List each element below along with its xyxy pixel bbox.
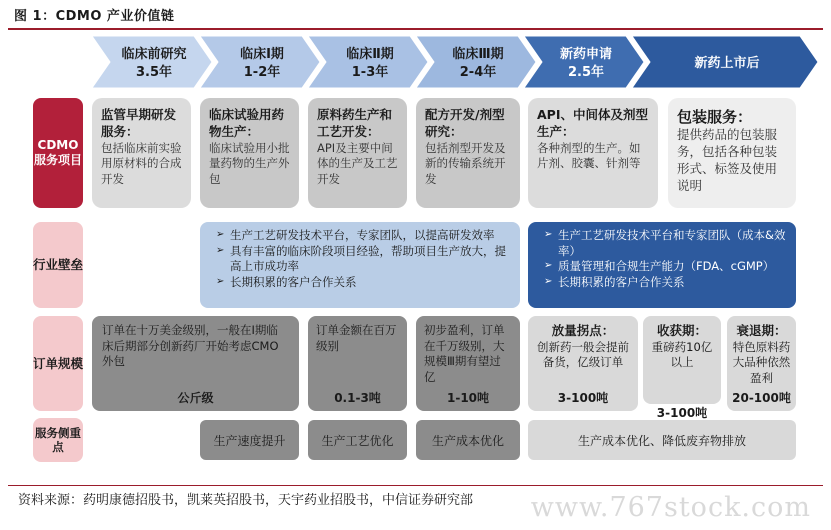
row-label-orders: 订单规模 (33, 316, 83, 411)
order-heading: 衰退期： (736, 323, 787, 338)
service-card-preclinical (92, 98, 191, 208)
stage-name: 临床Ⅱ期 (346, 47, 394, 62)
order-heading: 收获期： (656, 323, 707, 338)
service-body: 临床试验用小批量药物的生产外包 (209, 140, 290, 186)
order-card-phase3 (416, 316, 520, 411)
service-heading: 原料药生产和工艺开发： (317, 107, 393, 139)
barrier-item: ➢ 长期积累的客户合作关系 (544, 275, 786, 291)
service-heading: API、中间体及剂型生产： (537, 107, 648, 139)
stage-chevron-row (0, 32, 831, 92)
order-card-harvest (643, 316, 721, 404)
stage-name: 临床前研究 (121, 47, 187, 62)
stage-chevron (416, 36, 536, 88)
figure-title: 图 1：CDMO 产业价值链 (14, 9, 175, 24)
stage-chevron (92, 36, 212, 88)
bottom-divider (8, 485, 823, 486)
row-label-services: CDMO服务项目 (33, 98, 83, 208)
order-body: 重磅药10亿以上 (651, 339, 713, 370)
stage-duration: 3.5年 (135, 65, 173, 80)
service-heading: 监管早期研发服务： (101, 107, 177, 139)
barrier-item: ➢ 长期积累的客户合作关系 (216, 275, 510, 291)
stage-name: 新药上市后 (694, 56, 760, 71)
order-body: 订单金额在百万级别 (316, 323, 397, 353)
order-body: 初步盈利，订单在千万级别，大规模Ⅲ期有望过亿 (424, 323, 505, 384)
order-card-decline (727, 316, 796, 411)
service-card-post-market (668, 98, 796, 208)
barriers-commercial-box (528, 222, 796, 308)
barriers-clinical-box (200, 222, 520, 308)
stage-duration: 1-2年 (243, 65, 281, 80)
order-card-inflection (528, 316, 638, 411)
service-heading: 临床试验用药物生产： (209, 107, 285, 139)
service-heading: 配方开发/剂型研究： (425, 107, 505, 139)
row-label-barriers: 行业壁垒 (33, 222, 83, 308)
stage-chevron (200, 36, 320, 88)
focus-process: 生产工艺优化 (308, 420, 407, 460)
stage-chevron (308, 36, 428, 88)
order-volume: 1-10吨 (446, 390, 490, 405)
order-body: 订单在十万美金级别，一般在Ⅰ期临床后期部分创新药厂开始考虑CMO外包 (102, 323, 279, 369)
service-card-phase2 (308, 98, 407, 208)
order-volume-harvest: 3-100吨 (656, 406, 708, 420)
focus-speed: 生产速度提升 (200, 420, 299, 460)
stage-duration: 2-4年 (459, 65, 497, 80)
service-heading: 包装服务： (677, 108, 753, 126)
service-card-nda (528, 98, 658, 208)
barrier-item: ➢ 生产工艺研发技术平台和专家团队（成本&效率） (544, 228, 786, 259)
stage-chevrons (0, 32, 831, 92)
barrier-item: ➢ 质量管理和合规生产能力（FDA、cGMP） (544, 259, 786, 275)
order-volume: 0.1-3吨 (334, 390, 381, 405)
order-card-early (92, 316, 299, 411)
order-body: 特色原料药大品种依然盈利 (732, 339, 791, 385)
order-volume: 3-100吨 (557, 390, 609, 405)
order-card-phase2 (308, 316, 407, 411)
title-divider (8, 28, 823, 30)
order-volume: 公斤级 (177, 390, 214, 405)
stage-duration: 2.5年 (567, 65, 605, 80)
service-body: 各种剂型的生产。如片剂、胶囊、针剂等 (537, 140, 641, 171)
order-volume: 20-100吨 (732, 390, 791, 405)
row-label-focus: 服务侧重点 (33, 418, 83, 462)
service-body: 提供药品的包装服务，包括各种包装形式、标签及使用说明 (677, 127, 778, 193)
order-heading: 放量拐点： (551, 323, 615, 338)
service-card-phase3 (416, 98, 520, 208)
source-note: 资料来源：药明康德招股书，凯莱英招股书，天宇药业招股书，中信证券研究部 (18, 493, 474, 508)
service-card-phase1 (200, 98, 299, 208)
stage-name: 新药申请 (559, 47, 613, 62)
service-body: 包括临床前实验用原材料的合成开发 (101, 140, 182, 186)
service-body: 包括剂型开发及新的传输系统开发 (425, 140, 506, 186)
service-body: API及主要中间体的生产及工艺开发 (317, 140, 398, 186)
barrier-item: ➢ 生产工艺研发技术平台，专家团队，以提高研发效率 (216, 228, 510, 244)
focus-cost-waste: 生产成本优化、降低废弃物排放 (528, 420, 796, 460)
order-body: 创新药一般会提前备货，亿级订单 (537, 339, 629, 370)
focus-cost: 生产成本优化 (416, 420, 520, 460)
barrier-item: ➢ 具有丰富的临床阶段项目经验，帮助项目生产放大，提高上市成功率 (216, 244, 510, 275)
watermark: www.767stock.com (530, 492, 811, 523)
stage-name: 临床Ⅲ期 (452, 47, 504, 62)
stage-name: 临床Ⅰ期 (240, 47, 284, 62)
stage-chevron (524, 36, 644, 88)
stage-duration: 1-3年 (351, 65, 389, 80)
